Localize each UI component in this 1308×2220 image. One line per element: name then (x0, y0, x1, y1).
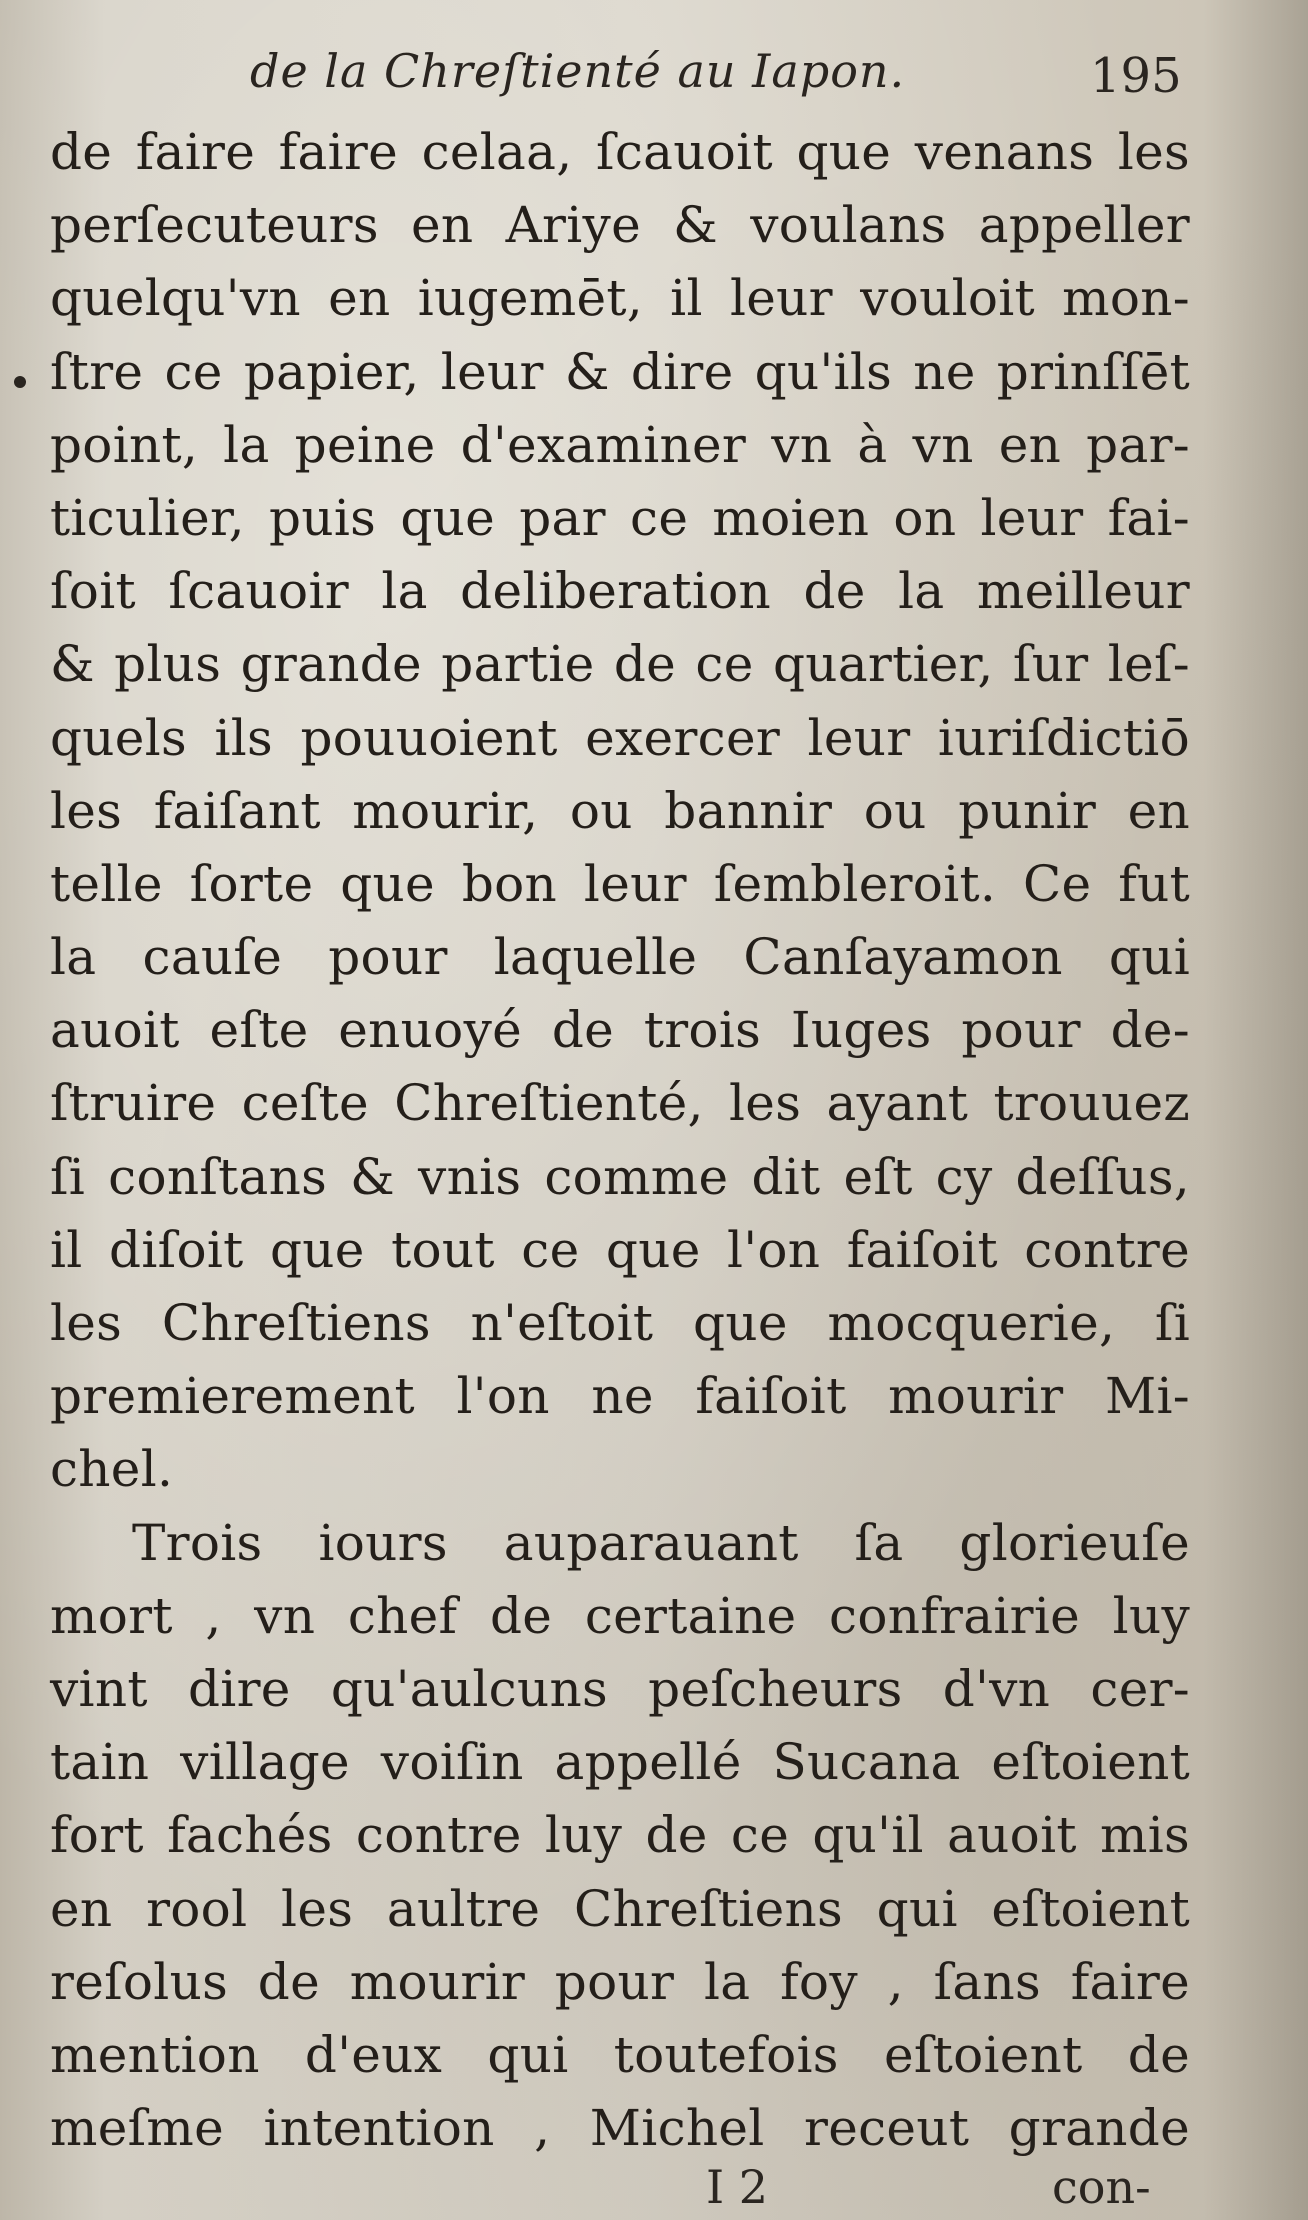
text-line: de faire faire celaa, ſcauoit que venans les (50, 123, 1190, 181)
text-line: ſtre ce papier, leur & dire qu'ils ne prinſſēt (50, 342, 1190, 401)
text-line: ſtruire ceſte Chreſtienté, les ayant trouuez (50, 1074, 1190, 1133)
text-line: point, la peine d'examiner vn à vn en par- (50, 415, 1190, 474)
text-line: meſme intention , Michel receut grande (50, 2099, 1190, 2158)
page-number: 195 (1090, 48, 1182, 104)
text-line: auoit eſte enuoyé de trois Iuges pour de- (50, 1001, 1190, 1060)
text-line: il diſoit que tout ce que l'on faiſoit contre (50, 1220, 1190, 1279)
text-line: les Chreſtiens n'eſtoit que mocquerie, ſi (50, 1294, 1190, 1352)
text-line: quelqu'vn en iugemēt, il leur vouloit mon- (50, 269, 1190, 328)
body-text (50, 116, 1190, 2165)
marginal-mark (14, 376, 26, 388)
text-line: fort fachés contre luy de ce qu'il auoit mis (50, 1806, 1190, 1865)
running-title: de la Chreſtienté au Iapon. (250, 44, 906, 98)
text-line: tain village voiſin appellé Sucana eſtoient (50, 1733, 1190, 1792)
text-line: vint dire qu'aulcuns peſcheurs d'vn cer- (50, 1659, 1190, 1718)
text-line: ſoit ſcauoir la deliberation de la meilleur (50, 562, 1190, 621)
text-line: les faiſant mourir, ou bannir ou punir en (50, 781, 1190, 840)
text-line: reſolus de mourir pour la foy , ſans faire (50, 1952, 1190, 2011)
text-line: mort , vn chef de certaine confrairie luy (50, 1586, 1190, 1645)
text-line: ſi conſtans & vnis comme dit eſt cy deſſus, (50, 1147, 1190, 1206)
signature-mark: I 2 (706, 2160, 769, 2214)
text-line: premierement l'on ne faiſoit mourir Mi- (50, 1367, 1190, 1426)
text-line: la cauſe pour laquelle Canſayamon qui (50, 928, 1190, 987)
text-line: Trois iours auparauant ſa glorieuſe (132, 1513, 1190, 1572)
text-line: & plus grande partie de ce quartier, ſur leſ- (50, 635, 1190, 694)
text-line: perſecuteurs en Ariye & voulans appeller (50, 196, 1190, 255)
text-line: chel. (50, 1440, 174, 1499)
text-line: mention d'eux qui toutefois eſtoient de (50, 2025, 1190, 2084)
text-line: ticulier, puis que par ce moien on leur fai- (50, 488, 1190, 547)
text-line: en rool les aultre Chreſtiens qui eſtoient (50, 1879, 1190, 1938)
catchword: con- (1052, 2160, 1151, 2214)
text-line: quels ils pouuoient exercer leur iuriſdictiō (50, 708, 1190, 767)
text-line: telle ſorte que bon leur ſembleroit. Ce fut (50, 854, 1190, 913)
